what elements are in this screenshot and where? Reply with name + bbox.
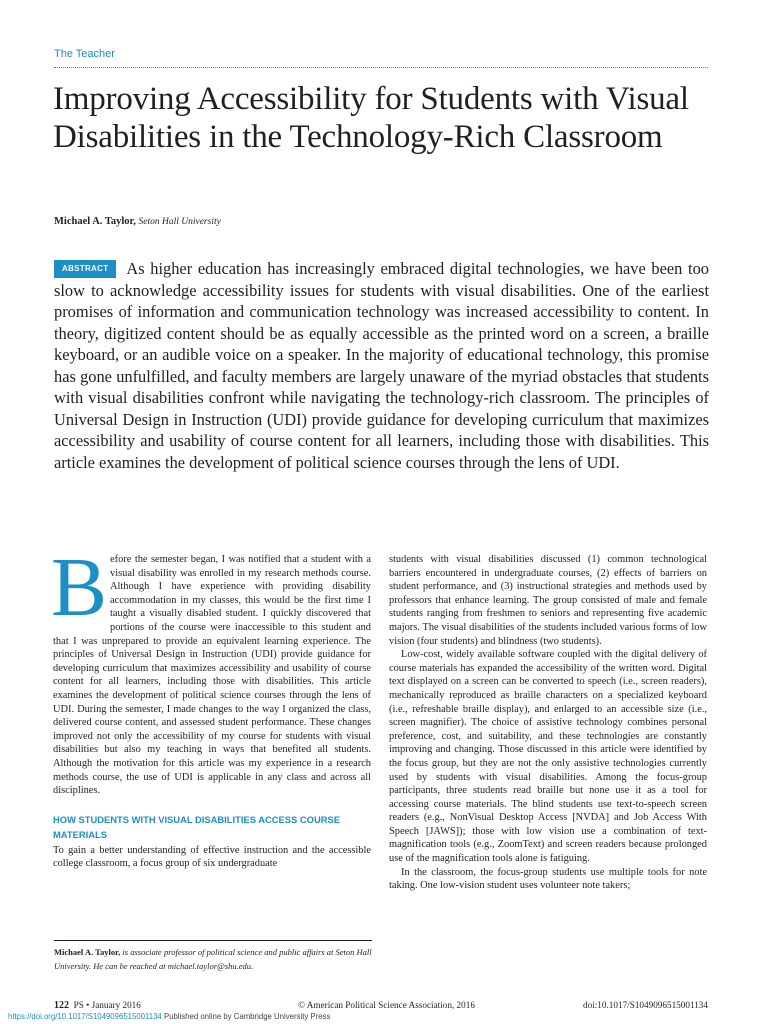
footnote-rule [54,940,372,941]
abstract [54,258,709,473]
page-number: 122 [54,1000,69,1011]
doi-link[interactable]: https://doi.org/10.1017/S1049096515001134 [8,1012,162,1021]
paragraph-2: To gain a better understanding of effective instruction and the accessible college classroom, a focus group of six undergraduate [53,844,371,870]
body-column-right [389,553,707,893]
published-online-text: Published online by Cambridge University Press [163,1012,331,1021]
article-title: Improving Accessibility for Students with Visual Disabilities in the Technology-Rich Classroom [53,81,689,155]
copyright: © American Political Science Association, 2016 [298,1000,475,1010]
abstract-text: As higher education has increasingly embraced digital technologies, we have been too slow to acknowledge accessibility issues for students with visual disabilities. One of the earliest promises of information and communication technology was increased accessibility to content. In theory, digitized content should be as equally accessible as the printed word on a screen, a braille keyboard, or an audible voice on a speaker. In the majority of educational technology, this promise has gone unfulfilled, and faculty members are largely unaware of the myriad obstacles that students with visual disabilities confront while navigating the technology-rich classroom. The principles of Universal Design in Instruction (UDI) provide guidance for developing curriculum that maximizes accessibility and usability of course content for all learners, including those with disabilities. This article examines the development of political science courses through the lens of UDI. [54,259,709,472]
section-heading: HOW STUDENTS WITH VISUAL DISABILITIES ACCESS COURSE MATERIALS [53,813,340,840]
intro-text: efore the semester began, I was notified that a student with a visual disability was enrolled in my research methods course. Although I have experience with providing disability accommodation in my classes, this would be the first time I taught a visually disabled student. I quickly discovered that portions of the course were inaccessible to this student and that I was unprepared to provide an equivalent learning experience. The principles of Universal Design in Instruction (UDI) provide guidance for developing curriculum that maximizes accessibility and usability of course content for all learners, including those with disabilities. This article examines the development of political science courses through the lens of UDI. During the semester, I made changes to the way I organized the class, delivered course content, and assessed student performance. These changes improved not only the accessibility of my course for students with visual disabilities but also my teaching in ways that benefited all students. Although the motivation for this article was my experience in a research methods course, the use of UDI is applicable in any class and across all disciplines. [53,554,371,797]
author-footnote [54,945,372,973]
footer-page [54,1000,141,1011]
body-column-left [51,541,371,871]
paragraph-3: Low-cost, widely available software coupled with the digital delivery of course materials has expanded the accessibility of the written word. Digital text displayed on a screen can be converted to speech (i.e., screen readers), mechanically reproduced as braille characters on a specialized keyboard (i.e., refreshable braille display), and enlarged to an accessible size (i.e., screen magnifier). The choice of assistive technology combines personal preference, cost, and suitability, and these technologies are constantly improving and changing. Those discussed in this article were identified by the focus group, but they are not the only assistive technologies currently used by students with visual disabilities. Among the focus-group participants, three students read braille but none use it as a tool for accessing course materials. The blind students use text-to-speech screen readers (e.g., NonVisual Desktop Access [NVDA] and Job Access With Speech [JAWS]); those with low vision use a combination of text-magnification tools (e.g., ZoomText) and screen readers because prolonged use of the magnification tools alone is fatiguing. [389,649,707,865]
header-rule [54,67,708,68]
footnote-text: is associate professor of political science and public affairs at Seton Hall University. He can be reached at michael.taylor@shu.edu. [54,947,372,971]
source-line [8,1012,330,1021]
drop-cap: B [51,541,108,634]
doi: doi:10.1017/S1049096515001134 [583,1000,708,1010]
byline [54,216,221,227]
section-label: The Teacher [54,48,115,60]
journal-issue: PS • January 2016 [73,1000,141,1010]
paragraph-4: In the classroom, the focus-group students use multiple tools for note taking. One low-vision student uses volunteer note takers; [389,866,707,892]
intro-paragraph [51,541,371,798]
abstract-badge: ABSTRACT [54,260,116,278]
author-affiliation: Seton Hall University [138,217,221,227]
footnote-author: Michael A. Taylor, [54,947,121,957]
paragraph-2-continued: students with visual disabilities discussed (1) common technological barriers encountered in undergraduate courses, (2) effects of barriers on student performance, and (3) instructional strategies and methods used by professors that enhance learning. The group consisted of male and female students ranging from freshmen to seniors and representing five academic majors. The visual disabilities of the students included various forms of low vision (four students) and blindness (two students). [389,554,707,647]
author-name: Michael A. Taylor, [54,216,136,227]
